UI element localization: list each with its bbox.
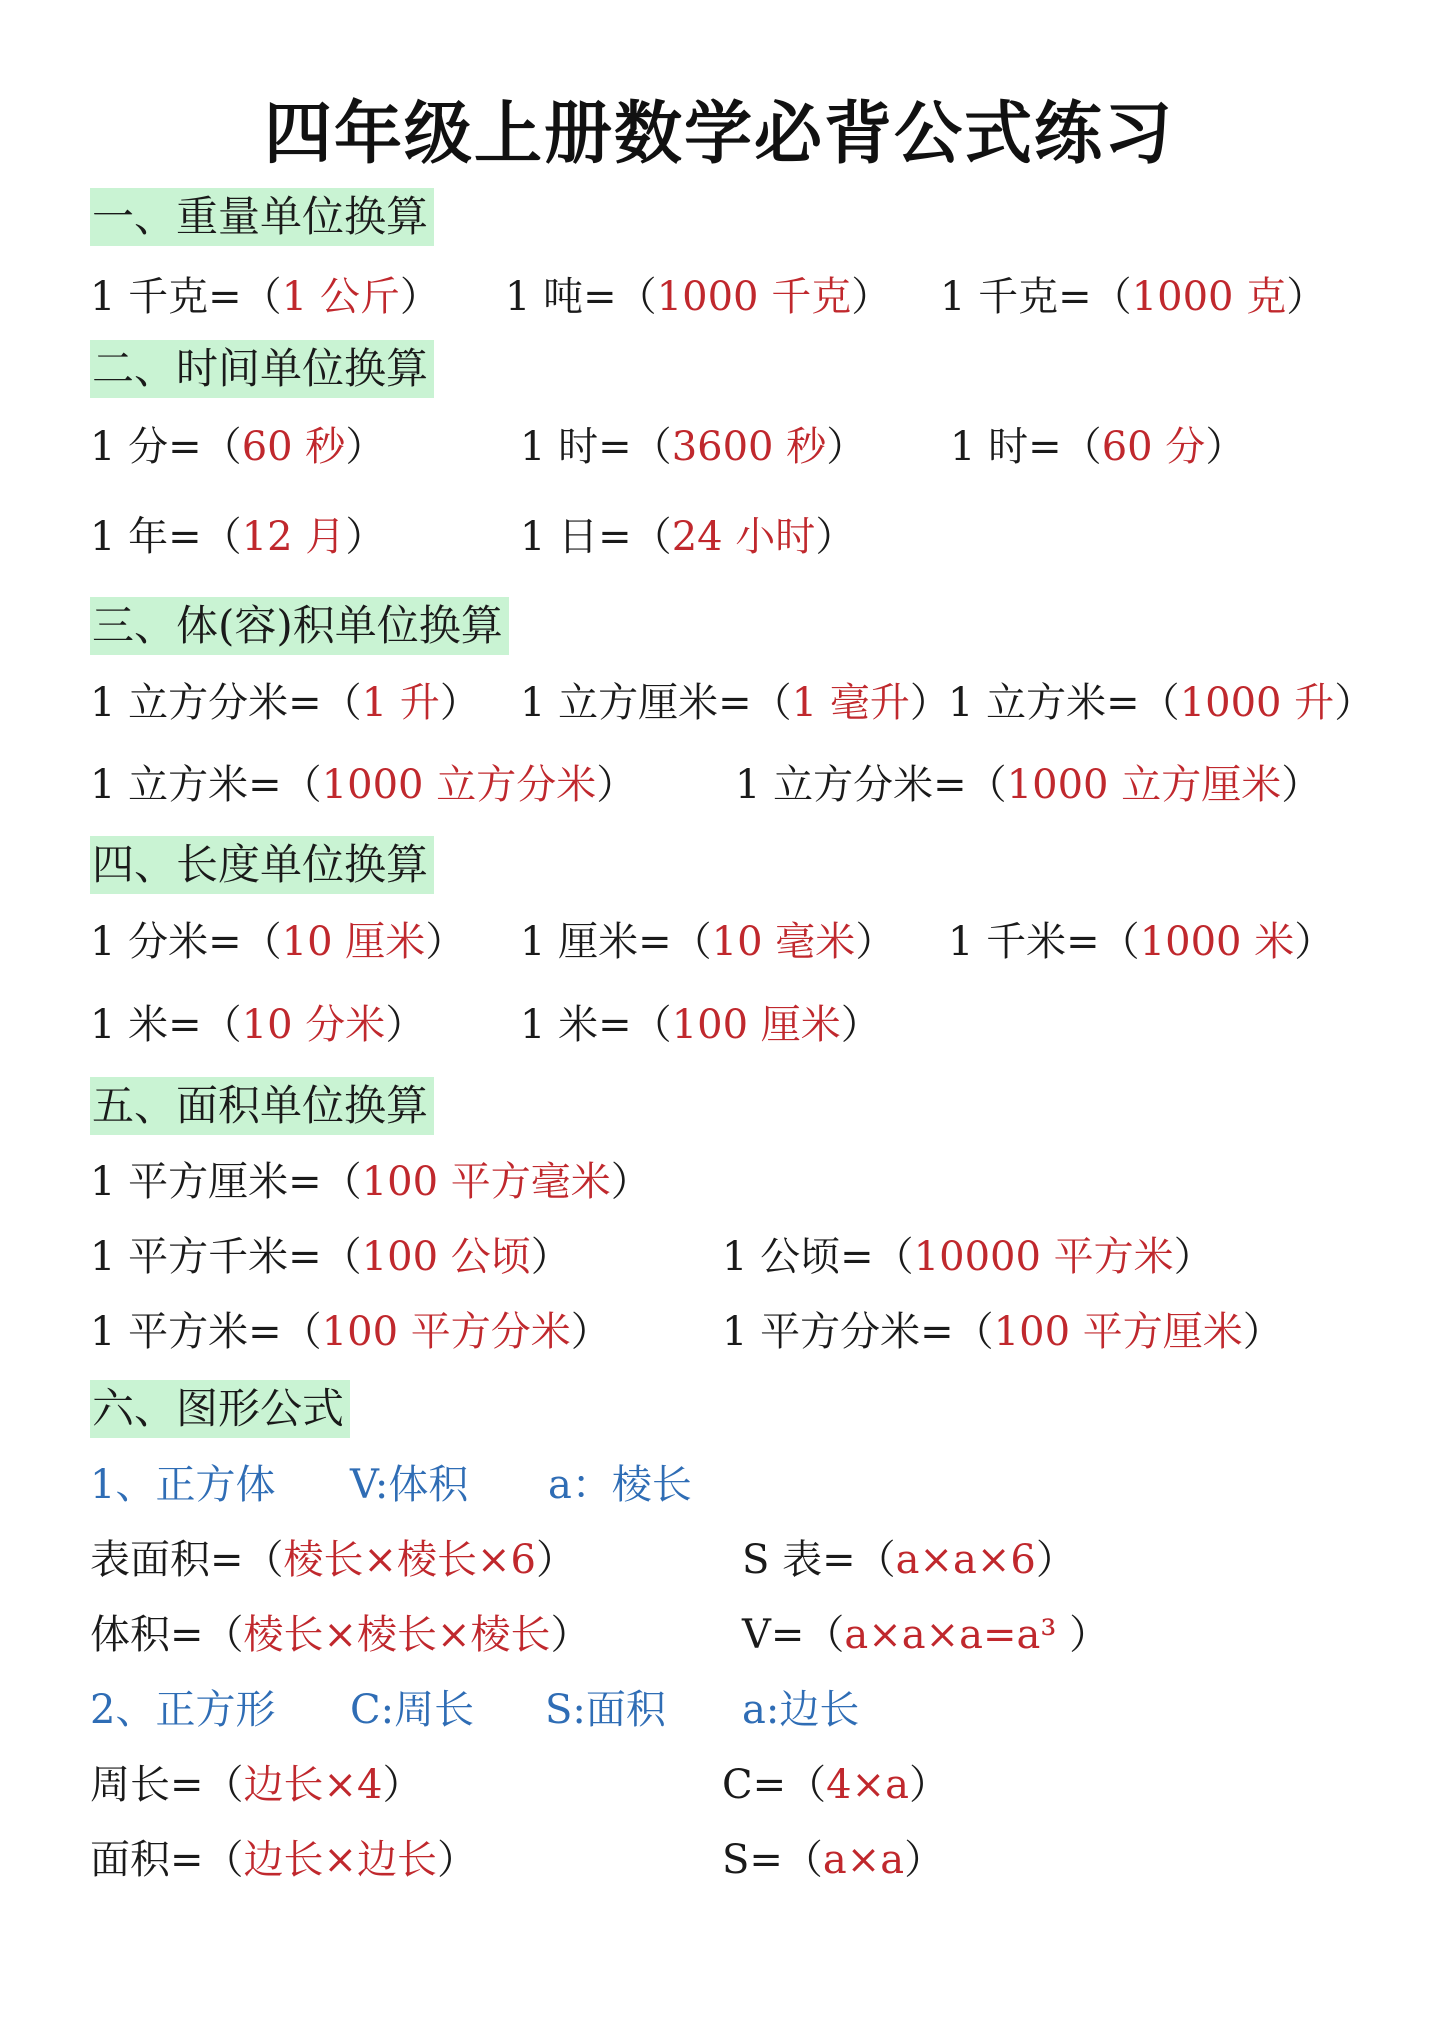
cube-volume-symbol: V:体积 <box>350 1462 469 1508</box>
formula-item: V=（a×a×a=a³ ） <box>742 1612 1110 1658</box>
section-heading-volume: 三、体(容)积单位换算 <box>90 597 509 655</box>
formula-item: 面积=（边长×边长） <box>90 1837 478 1883</box>
square-area-symbol: S:面积 <box>545 1687 666 1733</box>
formula-item: 1 平方厘米=（100 平方毫米） <box>90 1159 651 1205</box>
formula-item: 1 千米=（1000 米） <box>948 919 1335 965</box>
section-heading-weight: 一、重量单位换算 <box>90 188 434 246</box>
formula-item: 1 吨=（1000 千克） <box>505 274 892 320</box>
formula-item: 1 分=（60 秒） <box>90 424 386 470</box>
section-heading-length: 四、长度单位换算 <box>90 836 434 894</box>
formula-item: 1 立方米=（1000 升） <box>948 680 1375 726</box>
formula-item: 1 米=（10 分米） <box>90 1002 426 1048</box>
formula-item: 1 时=（3600 秒） <box>520 424 867 470</box>
formula-item: 1 千克=（1 公斤） <box>90 274 440 320</box>
formula-item: 1 千克=（1000 克） <box>940 274 1327 320</box>
formula-item: 1 公顷=（10000 平方米） <box>722 1234 1214 1280</box>
section-heading-shapes: 六、图形公式 <box>90 1380 350 1438</box>
section-heading-time: 二、时间单位换算 <box>90 340 434 398</box>
formula-item: 1 米=（100 厘米） <box>520 1002 881 1048</box>
page-title: 四年级上册数学必背公式练习 <box>263 95 1174 174</box>
formula-item: S=（a×a） <box>722 1837 945 1883</box>
formula-item: 1 立方厘米=（1 毫升） <box>520 680 950 726</box>
formula-item: 体积=（棱长×棱长×棱长） <box>90 1612 591 1658</box>
square-perimeter-symbol: C:周长 <box>350 1687 475 1733</box>
formula-item: 1 平方分米=（100 平方厘米） <box>722 1309 1283 1355</box>
subheading-cube: 1、正方体 <box>90 1462 276 1508</box>
formula-item: 周长=（边长×4） <box>90 1762 423 1808</box>
section-heading-area: 五、面积单位换算 <box>90 1077 434 1135</box>
formula-item: 1 平方千米=（100 公顷） <box>90 1234 571 1280</box>
square-side-symbol: a:边长 <box>742 1687 860 1733</box>
formula-item: 1 平方米=（100 平方分米） <box>90 1309 611 1355</box>
formula-item: 1 日=（24 小时） <box>520 514 856 560</box>
formula-item: 1 立方分米=（1000 立方厘米） <box>735 762 1322 808</box>
formula-item: 表面积=（棱长×棱长×6） <box>90 1537 576 1583</box>
formula-item: 1 分米=（10 厘米） <box>90 919 466 965</box>
cube-edge-symbol: a：棱长 <box>548 1462 692 1508</box>
formula-item: 1 时=（60 分） <box>950 424 1246 470</box>
subheading-square: 2、正方形 <box>90 1687 276 1733</box>
formula-item: 1 年=（12 月） <box>90 514 386 560</box>
formula-item: C=（4×a） <box>722 1762 949 1808</box>
formula-item: 1 立方分米=（1 升） <box>90 680 480 726</box>
formula-item: 1 厘米=（10 毫米） <box>520 919 896 965</box>
formula-item: S 表=（a×a×6） <box>742 1537 1076 1583</box>
formula-item: 1 立方米=（1000 立方分米） <box>90 762 637 808</box>
